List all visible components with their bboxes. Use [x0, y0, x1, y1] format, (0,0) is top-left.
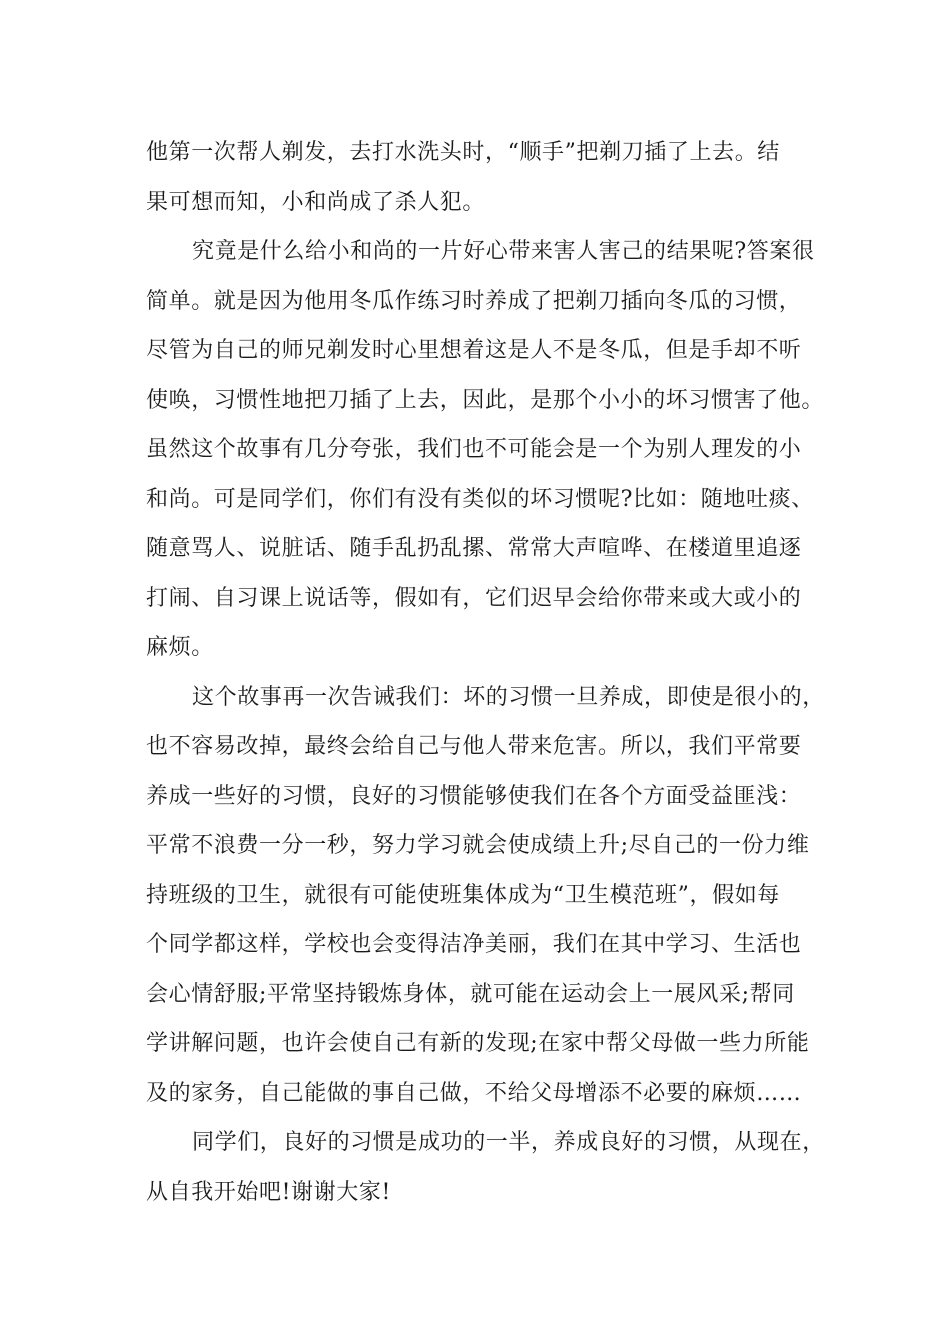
- text-line: 养成一些好的习惯，良好的习惯能够使我们在各个方面受益匪浅：: [146, 783, 802, 809]
- document-body: [146, 128, 826, 1217]
- text-line: 简单。就是因为他用冬瓜作练习时养成了把剃刀插向冬瓜的习惯，: [146, 288, 802, 314]
- text-line: 打闹、自习课上说话等，假如有，它们迟早会给你带来或大或小的: [146, 585, 802, 611]
- text-line: 尽管为自己的师兄剃发时心里想着这是人不是冬瓜，但是手却不听: [146, 338, 802, 363]
- paragraph-first-line: 同学们，良好的习惯是成功的一半，养成良好的习惯，从现在，: [192, 1130, 825, 1155]
- text-line: 学讲解问题，也许会使自己有新的发现;在家中帮父母做一些力所能: [146, 1031, 810, 1056]
- text-line: 随意骂人、说脏话、随手乱扔乱摞、常常大声喧哗、在楼道里追逐: [146, 536, 802, 561]
- text-line: 个同学都这样，学校也会变得洁净美丽，我们在其中学习、生活也: [146, 932, 802, 957]
- text-line: 虽然这个故事有几分夸张，我们也不可能会是一个为别人理发的小: [146, 437, 802, 462]
- text-line: 麻烦。: [146, 635, 214, 660]
- text-line: 持班级的卫生，就很有可能使班集体成为“卫生模范班”，假如每: [146, 882, 780, 908]
- text-line: 也不容易改掉，最终会给自己与他人带来危害。所以，我们平常要: [146, 734, 802, 759]
- text-line: 会心情舒服;平常坚持锻炼身体，就可能在运动会上一展风采;帮同: [146, 981, 795, 1007]
- text-line: 果可想而知，小和尚成了杀人犯。: [146, 189, 486, 215]
- text-line: 和尚。可是同学们，你们有没有类似的坏习惯呢?比如：随地吐痰、: [146, 486, 814, 512]
- paragraph-first-line: 这个故事再一次告诫我们：坏的习惯一旦养成，即使是很小的，: [192, 684, 825, 710]
- text-line: 及的家务，自己能做的事自己做，不给父母增添不必要的麻烦……: [146, 1080, 802, 1106]
- text-line: 使唤，习惯性地把刀插了上去，因此，是那个小小的坏习惯害了他。: [146, 387, 825, 413]
- text-line: 他第一次帮人剃发，去打水洗头时，“顺手”把剃刀插了上去。结: [146, 140, 780, 165]
- text-line: 平常不浪费一分一秒，努力学习就会使成绩上升;尽自己的一份力维: [146, 833, 810, 858]
- text-line: 从自我开始吧!谢谢大家!: [146, 1179, 391, 1205]
- paragraph-first-line: 究竟是什么给小和尚的一片好心带来害人害己的结果呢?答案很: [192, 239, 815, 264]
